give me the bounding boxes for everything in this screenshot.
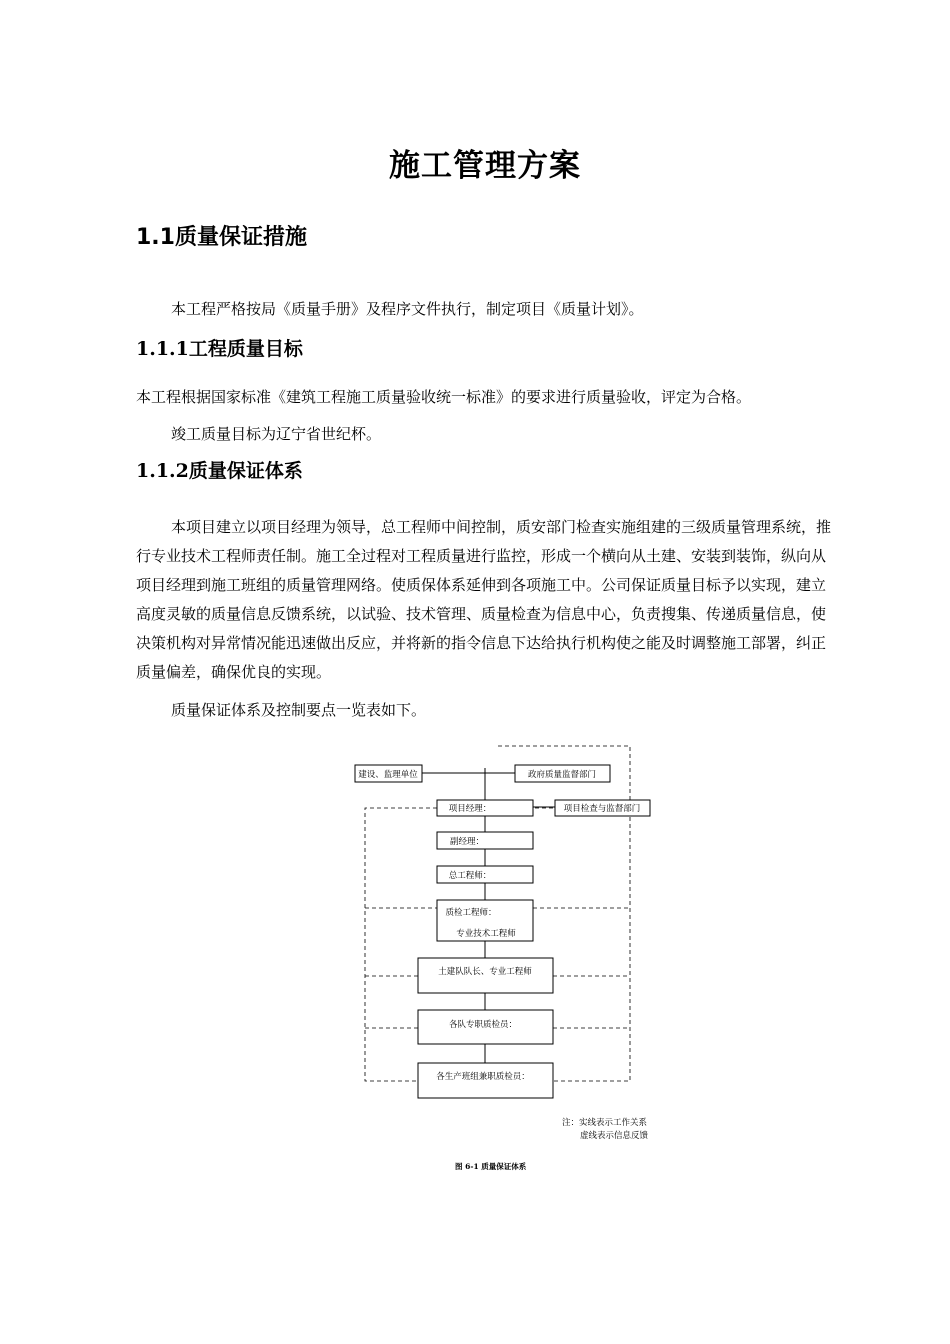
- owner-supervisor-label: 建设、监理单位: [358, 770, 418, 780]
- subsection-heading-quality-goal: 1.1.1工程质量目标: [136, 338, 303, 360]
- team-qc-label: 各队专职质检员：: [448, 1020, 518, 1030]
- section-intro: 本工程严格按局《质量手册》及程序文件执行，制定项目《质量计划》。: [171, 300, 644, 318]
- deputy-manager-label: 副经理：: [449, 837, 485, 847]
- tech-engineer-label: 专业技术工程师: [456, 929, 516, 939]
- crew-qc-label: 各生产班组兼职质检员：: [436, 1072, 530, 1082]
- figure-caption: 图 6-1 质量保证体系: [455, 1162, 527, 1171]
- quality-system-diagram: [340, 738, 670, 1178]
- note-solid-line: 注：实线表示工作关系: [562, 1118, 648, 1128]
- note-dashed-line: 虚线表示信息反馈: [580, 1131, 649, 1141]
- page-title: 施工管理方案: [389, 148, 581, 184]
- civil-team-label: 土建队队长、专业工程师: [438, 967, 532, 977]
- qc-engineer-label: 质检工程师：: [445, 908, 497, 918]
- section-heading: 1.1质量保证措施: [136, 225, 307, 250]
- completion-goal-paragraph: 竣工质量目标为辽宁省世纪杯。: [171, 425, 382, 443]
- subsection-heading-quality-system: 1.1.2质量保证体系: [136, 460, 303, 482]
- quality-goal-paragraph: 本工程根据国家标准《建筑工程施工质量验收统一标准》的要求进行质量验收，评定为合格。: [136, 388, 752, 406]
- quality-system-paragraph: 本项目建立以项目经理为领导，总工程师中间控制，质安部门检查实施组建的三级质量管理系统，推行专业技术工程师责任制。施工全过程对工程质量进行监控，形成一个横向从土建、安装到装饰，纵向从项目经理到施工班组的质量管理网络。使质保体系延伸到各项施工中。公司保证质量目标予以实现，建立高度灵敏的质量信息反馈系统，以试验、技术管理、质量检查为信息中心，负责搜集、传递质量信息，使决策机构对异常情况能迅速做出反应，并将新的指令信息下达给执行机构使之能及时调整施工部署，纠正质量偏差，确保优良的实现。: [136, 518, 832, 681]
- table-intro-paragraph: 质量保证体系及控制要点一览表如下。: [171, 701, 427, 719]
- chief-engineer-label: 总工程师：: [448, 871, 492, 881]
- inspection-dept-label: 项目检查与监督部门: [563, 804, 641, 814]
- gov-quality-label: 政府质量监督部门: [527, 770, 597, 780]
- project-manager-label: 项目经理：: [448, 804, 492, 814]
